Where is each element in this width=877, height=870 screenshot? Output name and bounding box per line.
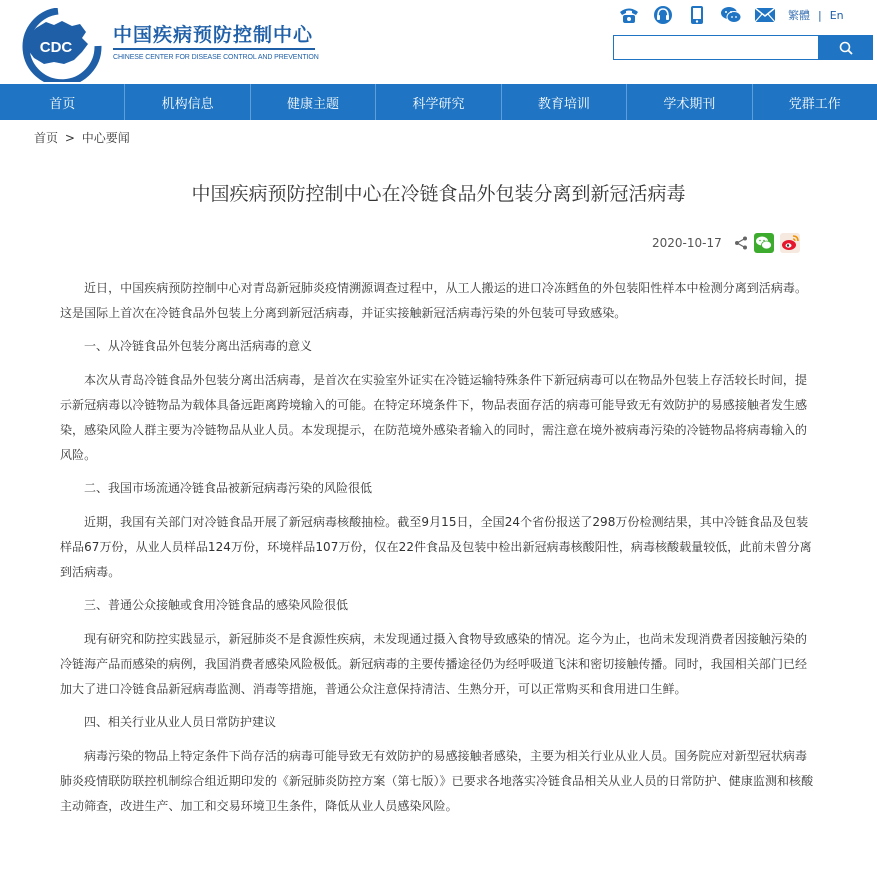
article-section-heading: 四、相关行业从业人员日常防护建议	[84, 715, 277, 730]
article-title: 中国疾病预防控制中心在冷链食品外包装分离到新冠活病毒	[191, 183, 686, 205]
article-paragraph: 近日，中国疾病预防控制中心对青岛新冠肺炎疫情溯源调查过程中，从工人搬运的进口冷冻鳕鱼的外包装阳性样本中检测分离到活病毒。这是国际上首次在冷链食品外包装上分离到新冠活病毒，并证实接触新冠活病毒污染的外包装可导致感染。	[60, 281, 808, 320]
search-button[interactable]	[819, 35, 873, 60]
article-paragraph: 现有研究和防控实践显示，新冠肺炎不是食源性疾病，未发现通过摄入食物导致感染的情况。迄今为止，也尚未发现消费者因接触污染的冷链海产品而感染的病例，我国消费者感染风险极低。新冠病毒的主要传播途径仍为经呼吸道飞沫和密切接触传播。同时，我国相关部门已经加大了进口冷链食品新冠病毒监测、消毒等措施，普通公众注意保持清洁、生熟分开，可以正常购买和食用进口生鲜。	[60, 632, 808, 696]
article-paragraph: 病毒污染的物品上特定条件下尚存活的病毒可能导致无有效防护的易感接触者感染，主要为相关行业从业人员。国务院应对新型冠状病毒肺炎疫情联防联控机制综合组近期印发的《新冠肺炎防控方案（第七版）》已要求各地落实冷链食品相关从业人员的日常防护、健康监测和核酸主动筛查，改进生产、加工和交易环境卫生条件，降低从业人员感染风险。	[60, 749, 814, 813]
article-section-heading: 一、从冷链食品外包装分离出活病毒的意义	[84, 339, 313, 354]
lang-separator: |	[818, 8, 822, 22]
nav-item-journals[interactable]: 学术期刊	[627, 84, 752, 120]
article-date: 2020-10-17	[652, 236, 722, 250]
breadcrumb-home-link[interactable]: 首页	[34, 131, 59, 145]
article-body	[60, 276, 816, 828]
wechat-share-icon[interactable]	[754, 233, 774, 253]
article-section-heading: 三、普通公众接触或食用冷链食品的感染风险很低	[84, 598, 349, 613]
article-section-heading: 二、我国市场流通冷链食品被新冠病毒污染的风险很低	[84, 481, 373, 496]
cdc-logo[interactable]	[10, 8, 102, 82]
lang-traditional-link[interactable]: 繁體	[788, 9, 810, 22]
mobile-icon[interactable]	[686, 4, 708, 26]
cdc-logo-icon	[10, 8, 102, 82]
logo-badge-text: CDC	[39, 39, 73, 56]
header-toolbar	[618, 4, 844, 26]
article-paragraph: 本次从青岛冷链食品外包装分离出活病毒，是首次在实验室外证实在冷链运输特殊条件下新冠病毒可以在物品外包装上存活较长时间，提示新冠病毒以冷链物品为载体具备远距离跨境输入的可能。在特定环境条件下，物品表面存活的病毒可能导致无有效防护的易感接触者发生感染，感染风险人群主要为冷链物品从业人员。本发现提示，在防范境外感染者输入的同时，需注意在境外被病毒污染的冷链物品将病毒输入的风险。	[60, 373, 808, 462]
nav-item-training[interactable]: 教育培训	[502, 84, 627, 120]
weibo-share-icon[interactable]	[780, 233, 800, 253]
main-nav	[0, 84, 877, 120]
breadcrumb-separator: >	[64, 131, 75, 145]
logo-divider	[113, 48, 315, 50]
site-name-en: CHINESE CENTER FOR DISEASE CONTROL AND PREVENTION	[113, 54, 319, 61]
share-icon[interactable]	[734, 236, 748, 250]
support-icon[interactable]	[652, 4, 674, 26]
site-header	[0, 0, 877, 84]
mail-icon[interactable]	[754, 4, 776, 26]
nav-item-health-topics[interactable]: 健康主题	[251, 84, 376, 120]
nav-item-research[interactable]: 科学研究	[376, 84, 501, 120]
lang-english-link[interactable]: En	[829, 8, 844, 22]
article-paragraph: 近期，我国有关部门对冷链食品开展了新冠病毒核酸抽检。截至9月15日，全国24个省份报送了298万份检测结果，其中冷链食品及包装样品67万份，从业人员样品124万份，环境样品107万份，仅在22件食品及包装中检出新冠病毒核酸阳性，病毒核酸载量较低，此前未曾分离到活病毒。	[60, 515, 812, 579]
article-meta	[652, 233, 806, 253]
nav-item-home[interactable]: 首页	[0, 84, 125, 120]
breadcrumb-current-link[interactable]: 中心要闻	[81, 131, 130, 145]
phone-icon[interactable]	[618, 4, 640, 26]
search-icon	[839, 41, 853, 55]
wechat-icon[interactable]	[720, 4, 742, 26]
nav-item-party[interactable]: 党群工作	[788, 96, 841, 112]
site-name-cn: 中国疾病预防控制中心	[113, 24, 314, 46]
search-input[interactable]	[613, 35, 819, 60]
nav-item-organization[interactable]: 机构信息	[125, 84, 250, 120]
breadcrumb	[34, 129, 133, 146]
